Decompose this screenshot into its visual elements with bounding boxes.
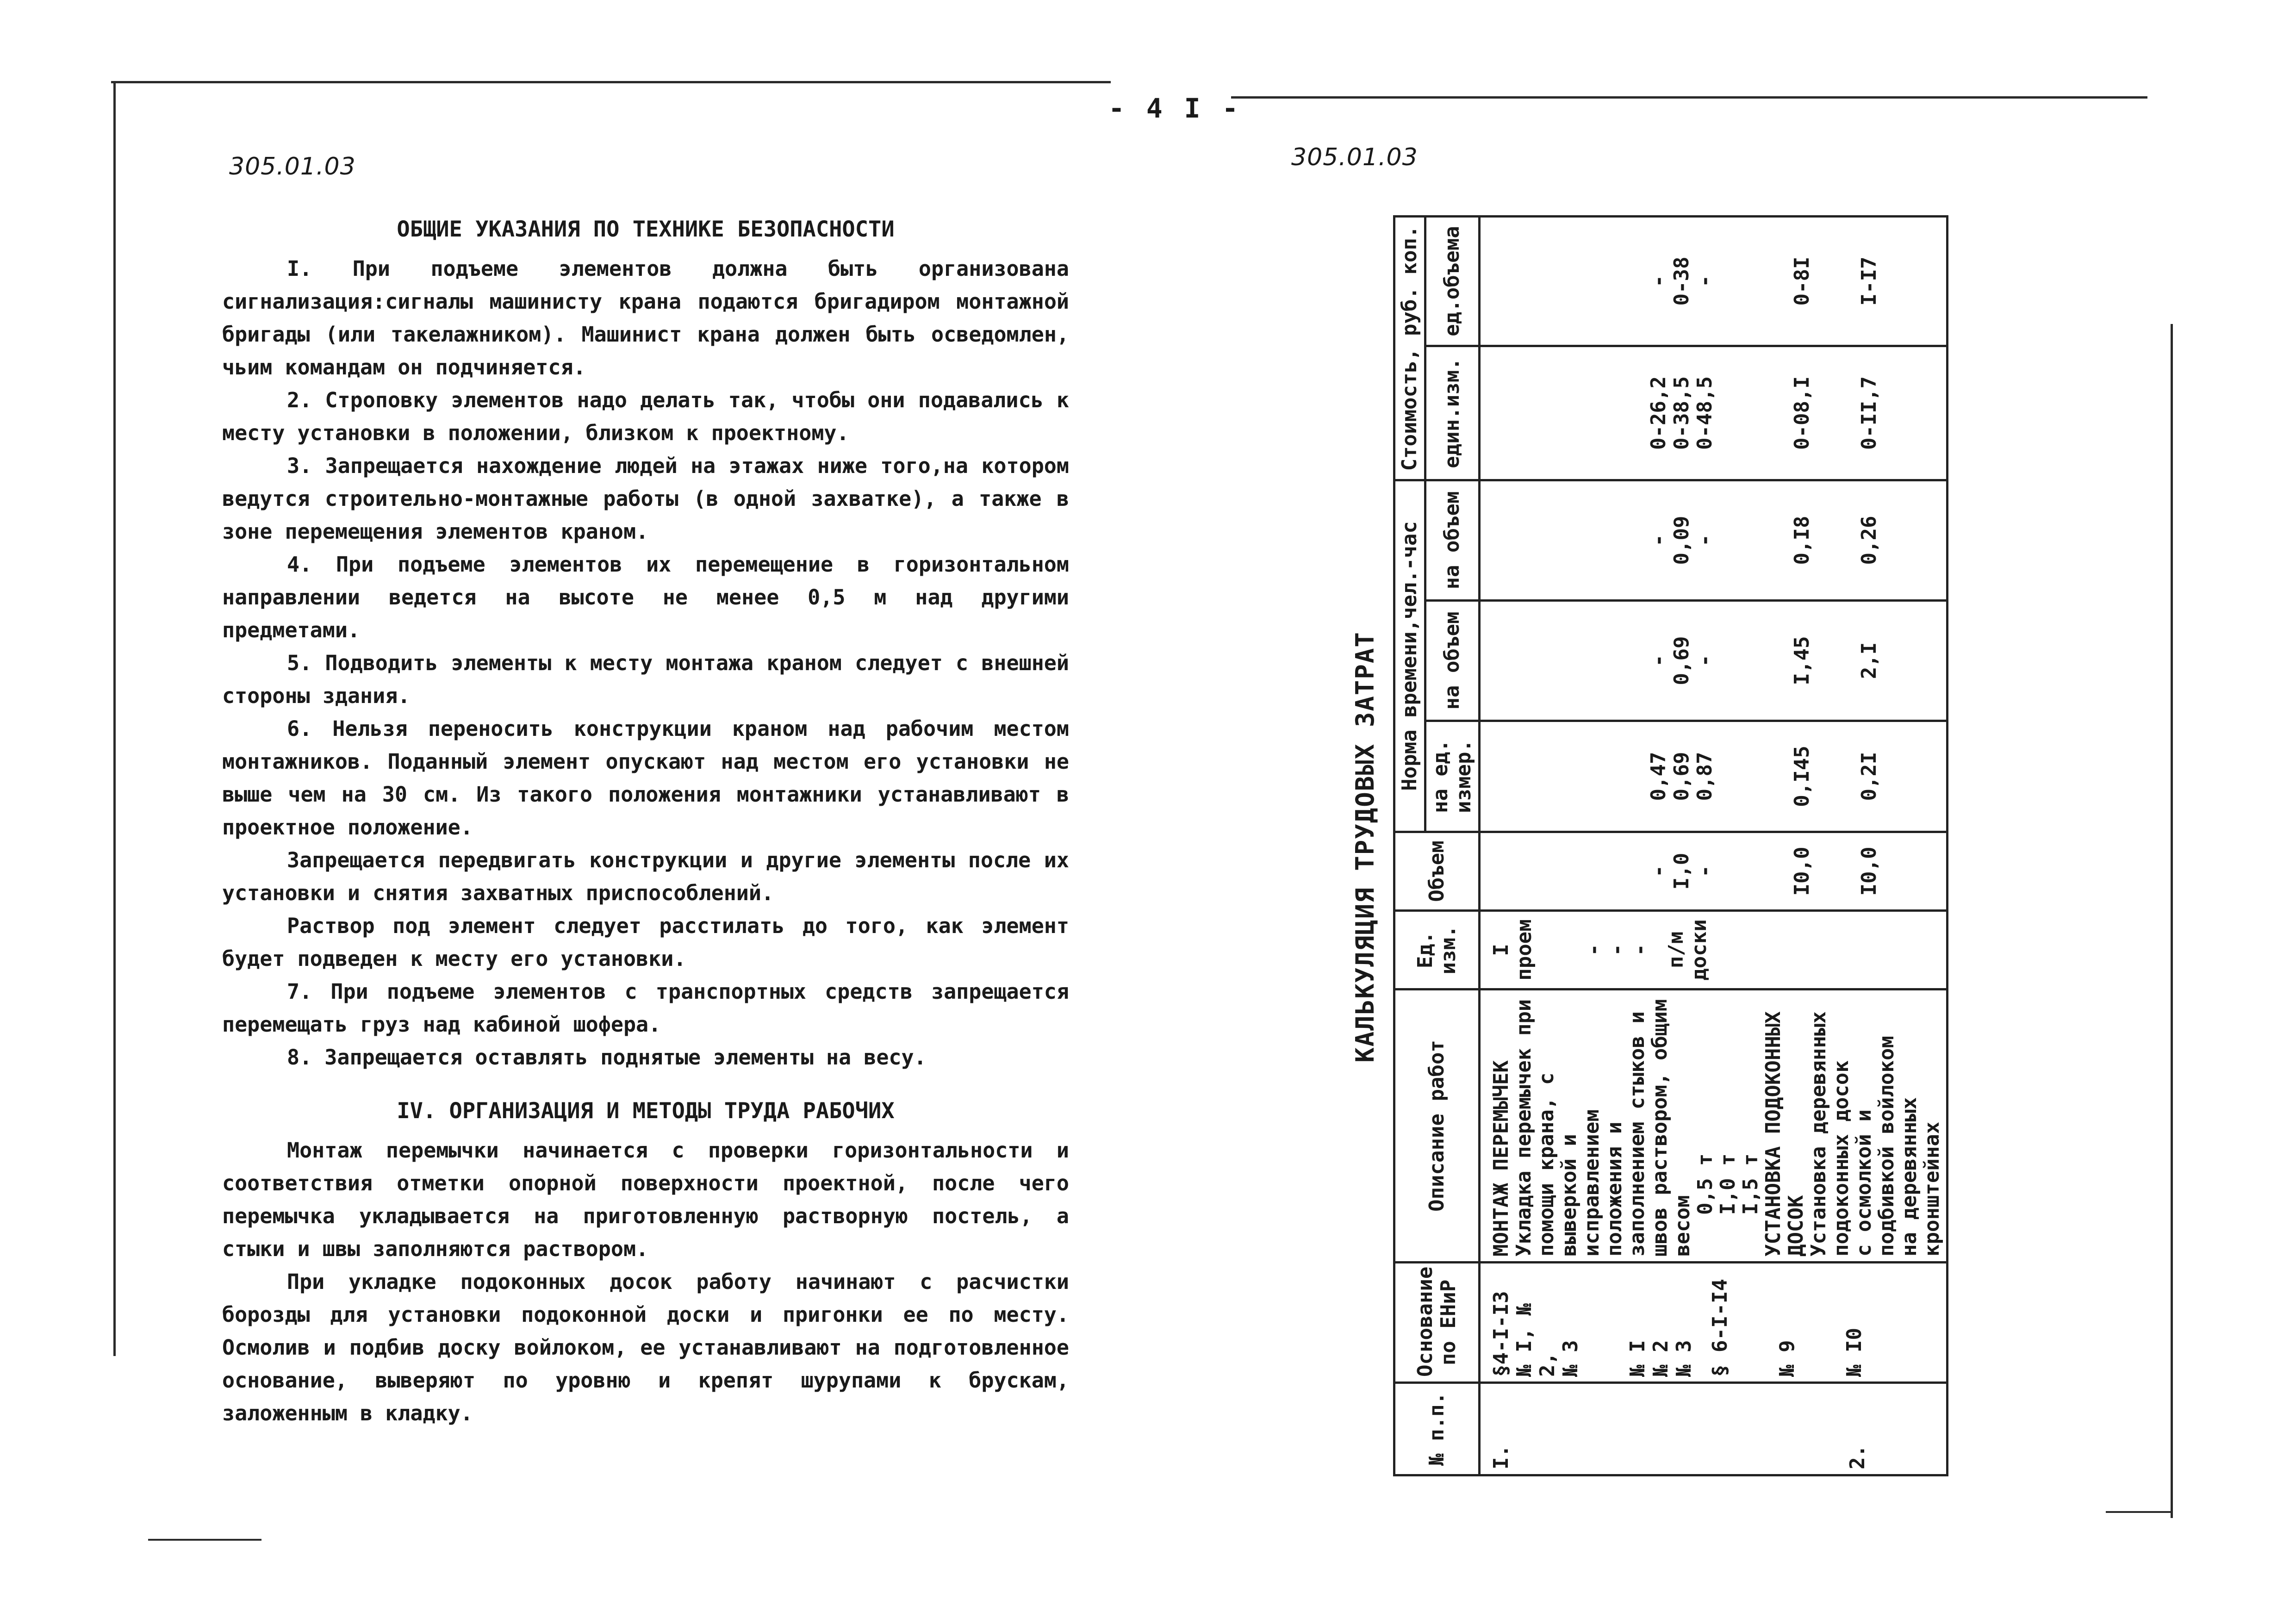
page-number: - 4 I - [1108, 93, 1241, 124]
row2-num: 2. [1846, 1445, 1869, 1469]
row2-basis-item: № I0 [1842, 1328, 1866, 1377]
row1-norm-volume2-item: - [1647, 534, 1670, 547]
row1-basis-main: §4-I-I3 [1489, 1291, 1513, 1377]
row-cost-volume [1480, 216, 1948, 346]
row1-cost-unit-item: 0-48,5 [1693, 376, 1717, 450]
row1-volume-item: - [1647, 865, 1670, 877]
row1-cost-volume-item: - [1693, 275, 1717, 287]
row1-basis-item: № 2 [1649, 1340, 1673, 1377]
header-num: № п.п. [1394, 1383, 1480, 1475]
row2-cost-unit-item: 0-II,7 [1857, 376, 1881, 450]
safety-paragraph: 3. Запрещается нахождение людей на этажах ниже того,на котором ведутся строительно-монтажные работы (в одной захватке), а также в зоне перемещения элементов краном. [222, 454, 1069, 544]
header-description: Описание работ [1394, 989, 1480, 1263]
row1-desc-item: I,5 т [1739, 1153, 1762, 1215]
row2-description: Установка деревянных подоконных досок [1807, 1011, 1853, 1257]
row1-norm-volume-item: 0,69 [1670, 636, 1693, 685]
row1-num: I. [1489, 1445, 1513, 1469]
safety-paragraph: I. При подъеме элементов должна быть организована сигнализация:сигналы машинисту крана подаются бригадиром монтажной бригады (или такелажником). Машинист крана должен быть осведомлен, чьим командам он подчиняется. [222, 256, 1069, 380]
row1-cost-volume-item: - [1647, 275, 1670, 287]
row1-norm-unit-item: 0,87 [1693, 752, 1717, 801]
row1-norm-unit-item: 0,69 [1670, 752, 1693, 801]
row1-cost-unit-item: 0-26,2 [1647, 376, 1670, 450]
row2-volume-item: I0,0 [1790, 846, 1814, 896]
left-border-line [113, 83, 116, 1356]
table-header-row [1394, 216, 1425, 1475]
organization-paragraph: Монтаж перемычки начинается с проверки горизонтальности и соответствия отметки опорной поверхности проектной, после чего перемычка укладывается на приготовленную растворную постель, а стыки и швы заполняются раствором. [222, 1138, 1069, 1261]
row2-norm-volume2-item: 0,26 [1857, 516, 1881, 565]
row1-volume-item: I,0 [1670, 852, 1693, 890]
header-norm-volume: на объем [1425, 601, 1480, 721]
row2-norm-volume-item: I,45 [1790, 636, 1814, 685]
bottom-left-mark [148, 1539, 261, 1541]
row2-section-title: УСТАНОВКА ПОДОКОННЫХ ДОСОК [1761, 1011, 1808, 1257]
row-volume [1480, 832, 1948, 911]
calculation-section [1347, 218, 2221, 1476]
row2-volume-item: I0,0 [1857, 846, 1881, 896]
row-numbers [1480, 1383, 1948, 1475]
row2-basis-item: № 9 [1775, 1340, 1799, 1377]
row-description [1480, 989, 1948, 1263]
row1-norm-volume-item: - [1693, 654, 1717, 667]
row-norm-volume [1480, 601, 1948, 721]
row1-basis-sub: № I, № 2, [1512, 1303, 1559, 1377]
document-code-left: 305.01.03 [229, 153, 356, 180]
row1-cost-volume-item: 0-38 [1670, 256, 1693, 306]
header-cost-group: Стоимость, руб. коп. [1394, 216, 1425, 480]
safety-paragraph: 5. Подводить элементы к месту монтажа краном следует с внешней стороны здания. [222, 651, 1069, 708]
row-norm-volume-2 [1480, 480, 1948, 600]
safety-paragraph: 7. При подъеме элементов с транспортных средств запрещается перемещать груз над кабиной шофера. [222, 979, 1069, 1037]
row2-desc-item: с осмолкой и подбивкой войлоком [1852, 1036, 1898, 1257]
row2-norm-volume-item: 2,I [1857, 642, 1881, 679]
row1-description: Укладка перемычек при помощи крана, с выверкой и исправлением положения и заполнением стыков и швов раствором, общим весом [1512, 999, 1694, 1257]
header-norm-group: Норма времени,чел.-час [1394, 480, 1425, 832]
safety-paragraph: 6. Нельзя переносить конструкции краном над рабочим местом монтажников. Поданный элемент опускают над местом его установки не выше чем на 30 см. Из такого положения монтажники устанавливают в проектное положение. [222, 716, 1069, 840]
table-row [1480, 216, 1948, 1475]
row2-cost-volume-item: 0-8I [1790, 256, 1814, 306]
row2-desc-item: на деревянных кронштейнах [1898, 1097, 1944, 1257]
document-code-right: 305.01.03 [1291, 143, 1418, 171]
row1-basis-item: № 3 [1672, 1340, 1696, 1377]
row-units [1480, 911, 1948, 989]
row2-norm-unit-item: 0,2I [1857, 752, 1881, 801]
bottom-right-mark [2106, 1511, 2171, 1513]
header-basis: Основание по ЕНиР [1394, 1263, 1480, 1383]
safety-paragraph: Запрещается передвигать конструкции и другие элементы после их установки и снятия захватных приспособлений. [222, 848, 1069, 905]
row1-unit-item: - [1628, 944, 1652, 956]
row1-unit-item: - [1605, 944, 1629, 956]
header-volume: Объем [1394, 832, 1480, 911]
header-unit: Ед. изм. [1394, 911, 1480, 989]
header-cost-volume: ед.объема [1425, 216, 1480, 346]
row-basis [1480, 1263, 1948, 1383]
row1-basis-sub: № 3 [1559, 1340, 1582, 1377]
row1-unit-main: I проем [1489, 919, 1536, 981]
safety-paragraph: 8. Запрещается оставлять поднятые элементы на весу. [287, 1045, 927, 1070]
row1-section-title: МОНТАЖ ПЕРЕМЫЧЕК [1489, 1060, 1513, 1257]
row2-cost-unit-item: 0-08,I [1790, 376, 1814, 450]
row-cost-unit [1480, 346, 1948, 480]
safety-paragraph: 4. При подъеме элементов их перемещение в горизонтальном направлении ведется на высоте не менее 0,5 м над другими предметами. [222, 552, 1069, 642]
row1-desc-item: I,0 т [1716, 1153, 1740, 1215]
row2-basis-main: § 6-I-I4 [1708, 1279, 1732, 1377]
calculation-title: КАЛЬКУЛЯЦИЯ ТРУДОВЫХ ЗАТРАТ [1350, 631, 1380, 1063]
header-norm-volume-2: на объем [1425, 480, 1480, 600]
row1-basis-item: № I [1626, 1340, 1649, 1377]
organization-heading: IV. ОРГАНИЗАЦИЯ И МЕТОДЫ ТРУДА РАБОЧИХ [397, 1098, 895, 1124]
row1-unit-item: - [1582, 944, 1605, 956]
row1-norm-unit-item: 0,47 [1647, 752, 1670, 801]
row1-norm-volume-item: - [1647, 654, 1670, 667]
row1-cost-unit-item: 0-38,5 [1670, 376, 1693, 450]
header-norm-unit: на ед. измер. [1425, 721, 1480, 832]
labor-cost-table [1393, 215, 1948, 1476]
left-text-column [222, 213, 1069, 1430]
row-norm-unit [1480, 721, 1948, 832]
safety-paragraph: Раствор под элемент следует расстилать до того, как элемент будет подведен к месту его установки. [222, 914, 1069, 971]
row2-cost-volume-item: I-I7 [1857, 256, 1881, 306]
row1-desc-item: 0,5 т [1693, 1153, 1717, 1215]
row2-norm-volume2-item: 0,I8 [1790, 516, 1814, 565]
row1-norm-volume2-item: - [1693, 534, 1717, 547]
row2-norm-unit-item: 0,I45 [1790, 746, 1814, 807]
top-border-line-left [111, 81, 1111, 83]
row2-unit-main: п/м доски [1664, 919, 1711, 981]
safety-paragraph: 2. Строповку элементов надо делать так, чтобы они подавались к месту установки в положении, близком к проектному. [222, 388, 1069, 445]
header-cost-unit: един.изм. [1425, 346, 1480, 480]
organization-paragraph: При укладке подоконных досок работу начинают с расчистки борозды для установки подоконной доски и пригонки ее по месту. Осмолив и подбив доску войлоком, ее устанавливают на подготовленное основание, выверяют по уровню и крепят шурупами к брускам, заложенным в кладку. [222, 1269, 1069, 1425]
row1-norm-volume2-item: 0,09 [1670, 516, 1693, 565]
top-border-line-right [1231, 96, 2147, 99]
safety-heading: ОБЩИЕ УКАЗАНИЯ ПО ТЕХНИКЕ БЕЗОПАСНОСТИ [397, 217, 895, 242]
row1-volume-item: - [1693, 865, 1717, 877]
